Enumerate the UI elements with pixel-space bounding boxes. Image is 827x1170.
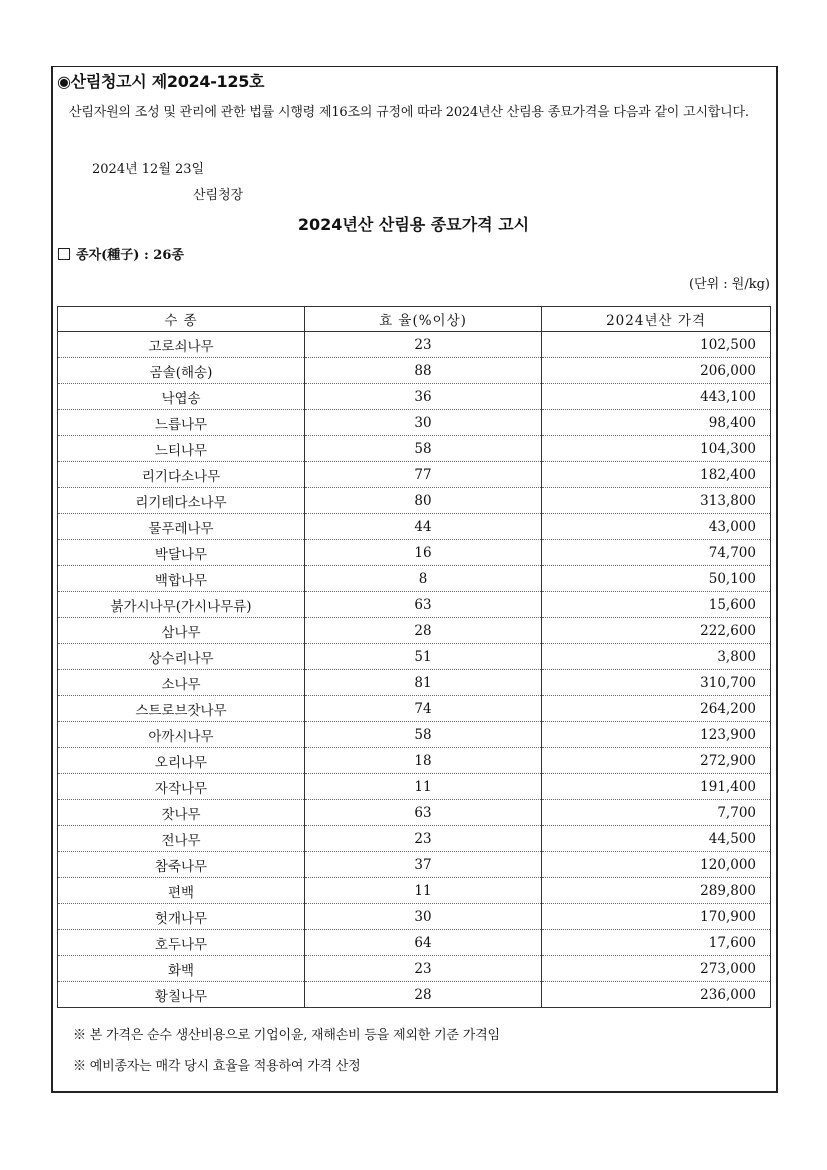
efficiency-cell: 23	[305, 956, 542, 982]
table-row	[58, 566, 771, 592]
unit-label: (단위 : 원/kg)	[688, 277, 770, 292]
table-row	[58, 930, 771, 956]
column-header-species: 수 종	[58, 307, 305, 332]
efficiency-cell: 18	[305, 748, 542, 774]
efficiency-cell: 63	[305, 800, 542, 826]
efficiency-cell: 11	[305, 774, 542, 800]
species-cell: 화백	[58, 956, 305, 982]
species-cell: 붉가시나무(가시나무류)	[58, 592, 305, 618]
price-cell: 104,300	[542, 436, 771, 462]
species-cell: 전나무	[58, 826, 305, 852]
section-heading	[58, 244, 184, 263]
table-row	[58, 384, 771, 410]
efficiency-cell: 44	[305, 514, 542, 540]
table-row	[58, 982, 771, 1008]
price-cell: 170,900	[542, 904, 771, 930]
price-cell: 17,600	[542, 930, 771, 956]
column-header-price: 2024년산 가격	[542, 307, 771, 332]
price-cell: 50,100	[542, 566, 771, 592]
efficiency-cell: 80	[305, 488, 542, 514]
table-header-row	[58, 307, 771, 332]
efficiency-cell: 30	[305, 410, 542, 436]
efficiency-cell: 81	[305, 670, 542, 696]
efficiency-cell: 30	[305, 904, 542, 930]
table-row	[58, 644, 771, 670]
table-row	[58, 774, 771, 800]
notice-date: 2024년 12월 23일	[92, 162, 205, 177]
notice-heading: ◉산림청고시 제2024-125호	[57, 72, 265, 91]
species-cell: 아까시나무	[58, 722, 305, 748]
efficiency-cell: 58	[305, 722, 542, 748]
table-row	[58, 436, 771, 462]
checkbox-square-icon	[58, 248, 70, 260]
price-cell: 7,700	[542, 800, 771, 826]
price-cell: 120,000	[542, 852, 771, 878]
table-row	[58, 826, 771, 852]
table-row	[58, 592, 771, 618]
table-row	[58, 618, 771, 644]
table-row	[58, 800, 771, 826]
price-cell: 74,700	[542, 540, 771, 566]
table-row	[58, 956, 771, 982]
species-cell: 백합나무	[58, 566, 305, 592]
notice-body-text: 산림자원의 조성 및 관리에 관한 법률 시행령 제16조의 규정에 따라 2024년산 산림용 종묘가격을 다음과 같이 고시합니다.	[69, 105, 749, 120]
species-cell: 느티나무	[58, 436, 305, 462]
species-cell: 자작나무	[58, 774, 305, 800]
species-cell: 황칠나무	[154, 988, 208, 1005]
species-cell: 오리나무	[58, 748, 305, 774]
price-cell: 15,600	[542, 592, 771, 618]
efficiency-cell: 64	[305, 930, 542, 956]
price-cell: 264,200	[542, 696, 771, 722]
efficiency-cell: 16	[305, 540, 542, 566]
species-cell: 스트로브잣나무	[58, 696, 305, 722]
price-cell: 443,100	[542, 384, 771, 410]
price-cell: 313,800	[542, 488, 771, 514]
price-cell: 289,800	[542, 878, 771, 904]
species-cell: 잣나무	[58, 800, 305, 826]
table-row	[58, 332, 771, 358]
price-cell: 222,600	[542, 618, 771, 644]
price-cell: 182,400	[542, 462, 771, 488]
price-cell: 191,400	[542, 774, 771, 800]
efficiency-cell: 23	[305, 826, 542, 852]
species-cell: 물푸레나무	[58, 514, 305, 540]
species-cell: 삼나무	[58, 618, 305, 644]
price-cell: 206,000	[542, 358, 771, 384]
efficiency-cell: 51	[305, 644, 542, 670]
table-row	[58, 540, 771, 566]
species-cell: 소나무	[58, 670, 305, 696]
price-cell: 43,000	[542, 514, 771, 540]
footnote-2: ※ 예비종자는 매각 당시 효율을 적용하여 가격 산정	[73, 1059, 361, 1074]
price-cell: 123,900	[542, 722, 771, 748]
efficiency-cell: 88	[305, 358, 542, 384]
species-cell: 호두나무	[58, 930, 305, 956]
efficiency-cell: 74	[305, 696, 542, 722]
price-cell: 236,000	[542, 982, 771, 1008]
section-label: 종자(種子) : 26종	[76, 248, 184, 263]
species-cell: 리기다소나무	[58, 462, 305, 488]
table-row	[58, 722, 771, 748]
price-cell: 272,900	[542, 748, 771, 774]
table-row	[58, 488, 771, 514]
efficiency-cell: 58	[305, 436, 542, 462]
species-cell: 헛개나무	[58, 904, 305, 930]
efficiency-cell: 23	[305, 332, 542, 358]
table-row	[58, 852, 771, 878]
species-cell: 박달나무	[58, 540, 305, 566]
table-row	[58, 514, 771, 540]
efficiency-cell: 11	[305, 878, 542, 904]
species-cell: 낙엽송	[58, 384, 305, 410]
price-cell: 310,700	[542, 670, 771, 696]
table-row	[58, 410, 771, 436]
species-cell: 리기테다소나무	[58, 488, 305, 514]
efficiency-cell: 63	[305, 592, 542, 618]
table-row	[58, 878, 771, 904]
efficiency-cell: 8	[305, 566, 542, 592]
species-cell: 고로쇠나무	[58, 332, 305, 358]
price-cell: 3,800	[542, 644, 771, 670]
price-cell: 273,000	[542, 956, 771, 982]
price-cell: 44,500	[542, 826, 771, 852]
species-cell: 곰솔(해송)	[58, 358, 305, 384]
table-row	[58, 696, 771, 722]
species-cell: 편백	[58, 878, 305, 904]
notice-signer: 산림청장	[193, 188, 244, 203]
efficiency-cell: 37	[305, 852, 542, 878]
column-header-efficiency: 효 율(%이상)	[305, 307, 542, 332]
table-row	[58, 904, 771, 930]
price-table	[57, 306, 771, 1008]
efficiency-cell: 28	[305, 982, 542, 1008]
efficiency-cell: 36	[305, 384, 542, 410]
species-cell: 참죽나무	[58, 852, 305, 878]
table-row	[58, 670, 771, 696]
efficiency-cell: 28	[305, 618, 542, 644]
footnote-1: ※ 본 가격은 순수 생산비용으로 기업이윤, 재해손비 등을 제외한 기준 가격임	[73, 1028, 500, 1043]
species-cell: 상수리나무	[58, 644, 305, 670]
table-row	[58, 462, 771, 488]
table-row	[58, 748, 771, 774]
species-cell: 느릅나무	[58, 410, 305, 436]
price-cell: 102,500	[542, 332, 771, 358]
efficiency-cell: 77	[305, 462, 542, 488]
price-cell: 98,400	[542, 410, 771, 436]
page-title: 2024년산 산림용 종묘가격 고시	[297, 215, 530, 234]
table-row	[58, 358, 771, 384]
